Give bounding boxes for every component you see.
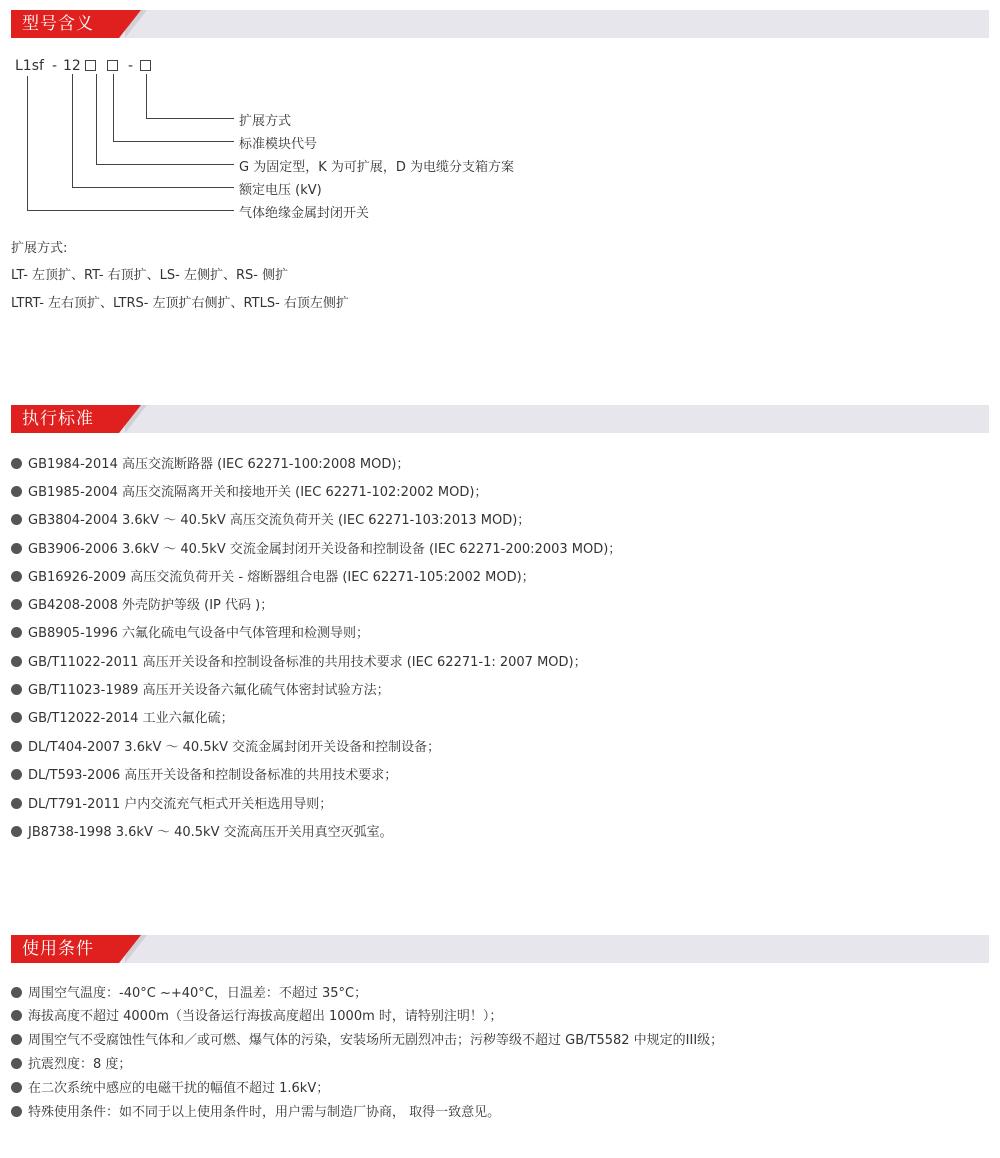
standard-item: GB8905-1996 六氟化硫电气设备中气体管理和检测导则；: [11, 622, 369, 641]
expansion-line: LT- 左顶扩、RT- 右顶扩、LS- 左侧扩、RS- 侧扩: [11, 268, 289, 283]
standard-item: GB4208-2008 外壳防护等级 (IP 代码 )；: [11, 594, 273, 613]
bullet-icon: [11, 1082, 22, 1093]
connector-line: [27, 210, 234, 211]
standard-item: GB3906-2006 3.6kV ～ 40.5kV 交流金属封闭开关设备和控制设备 (IEC 62271-200:2003 MOD)；: [11, 538, 621, 557]
standard-item: GB1984-2014 高压交流断路器 (IEC 62271-100:2008 MOD)；: [11, 453, 409, 472]
connector-line: [72, 187, 234, 188]
bullet-icon: [11, 1058, 22, 1069]
condition-item: 在二次系统中感应的电磁干扰的幅值不超过 1.6kV；: [11, 1077, 329, 1096]
model-dash: -: [52, 58, 58, 74]
bullet-icon: [11, 798, 22, 809]
connector-line: [113, 141, 234, 142]
bullet-icon: [11, 458, 22, 469]
section-title-model: 型号含义: [11, 10, 119, 38]
bullet-icon: [11, 514, 22, 525]
bullet-icon: [11, 1010, 22, 1021]
expansion-line: LTRT- 左右顶扩、LTRS- 左顶扩右侧扩、RTLS- 右顶左侧扩: [11, 296, 349, 311]
standard-item: DL/T404-2007 3.6kV ～ 40.5kV 交流金属封闭开关设备和控制设备；: [11, 736, 440, 755]
standard-item: GB1985-2004 高压交流隔离开关和接地开关 (IEC 62271-102:2002 MOD)；: [11, 481, 487, 500]
standard-item: DL/T791-2011 户内交流充气柜式开关柜选用导则；: [11, 793, 332, 812]
standard-item: GB16926-2009 高压交流负荷开关 - 熔断器组合电器 (IEC 62271-105:2002 MOD)；: [11, 566, 535, 585]
expansion-heading: 扩展方式:: [11, 241, 68, 256]
model-label-switch: 气体绝缘金属封闭开关: [239, 206, 370, 221]
bullet-icon: [11, 987, 22, 998]
standard-item: GB/T12022-2014 工业六氟化硫；: [11, 707, 234, 726]
connector-line: [96, 164, 234, 165]
condition-item: 特殊使用条件：如不同于以上使用条件时，用户需与制造厂协商， 取得一致意见。: [11, 1101, 500, 1120]
bullet-icon: [11, 769, 22, 780]
model-label-type: G 为固定型，K 为可扩展，D 为电缆分支箱方案: [239, 160, 515, 175]
header-accent-shape: [119, 10, 141, 38]
header-accent-shape: [119, 405, 141, 433]
bullet-icon: [11, 741, 22, 752]
standard-item: JB8738-1998 3.6kV ～ 40.5kV 交流高压开关用真空灭弧室。: [11, 821, 393, 840]
bullet-icon: [11, 826, 22, 837]
connector-line: [146, 118, 234, 119]
bullet-icon: [11, 656, 22, 667]
standard-item: GB/T11023-1989 高压开关设备六氟化硫气体密封试验方法；: [11, 679, 390, 698]
model-label-voltage: 额定电压 (kV): [239, 183, 322, 198]
placeholder-box: [85, 60, 96, 71]
connector-line: [146, 74, 147, 119]
section-title-standards: 执行标准: [11, 405, 119, 433]
bullet-icon: [11, 1106, 22, 1117]
bullet-icon: [11, 1034, 22, 1045]
model-label-module: 标准模块代号: [239, 137, 318, 152]
connector-line: [72, 74, 73, 188]
condition-item: 周围空气不受腐蚀性气体和／或可燃、爆气体的污染，安装场所无剧烈冲击；污秽等级不超过 GB/T5582 中规定的III级；: [11, 1029, 723, 1048]
section-title-conditions: 使用条件: [11, 935, 119, 963]
model-rating: 12: [63, 58, 81, 74]
condition-item: 抗震烈度：8 度；: [11, 1053, 131, 1072]
model-prefix: L1sf: [15, 58, 44, 74]
condition-item: 海拔高度不超过 4000m（当设备运行海拔高度超出 1000m 时，请特别注明！）；: [11, 1005, 502, 1024]
bullet-icon: [11, 486, 22, 497]
connector-line: [96, 74, 97, 165]
section-header-conditions: [11, 935, 989, 963]
standard-item: GB/T11022-2011 高压开关设备和控制设备标准的共用技术要求 (IEC 62271-1: 2007 MOD)；: [11, 651, 587, 670]
section-header-standards: [11, 405, 989, 433]
connector-line: [27, 76, 28, 211]
bullet-icon: [11, 684, 22, 695]
standard-item: DL/T593-2006 高压开关设备和控制设备标准的共用技术要求；: [11, 764, 397, 783]
model-dash: -: [128, 58, 134, 74]
bullet-icon: [11, 712, 22, 723]
header-accent-shape: [119, 935, 141, 963]
bullet-icon: [11, 571, 22, 582]
section-header-model: [11, 10, 989, 38]
connector-line: [113, 74, 114, 142]
bullet-icon: [11, 543, 22, 554]
bullet-icon: [11, 599, 22, 610]
placeholder-box: [107, 60, 118, 71]
standard-item: GB3804-2004 3.6kV ～ 40.5kV 高压交流负荷开关 (IEC 62271-103:2013 MOD)；: [11, 509, 530, 528]
bullet-icon: [11, 627, 22, 638]
model-label-expansion: 扩展方式: [239, 114, 292, 129]
condition-item: 周围空气温度：-40°C ~+40°C，日温差：不超过 35°C；: [11, 982, 367, 1001]
placeholder-box: [140, 60, 151, 71]
